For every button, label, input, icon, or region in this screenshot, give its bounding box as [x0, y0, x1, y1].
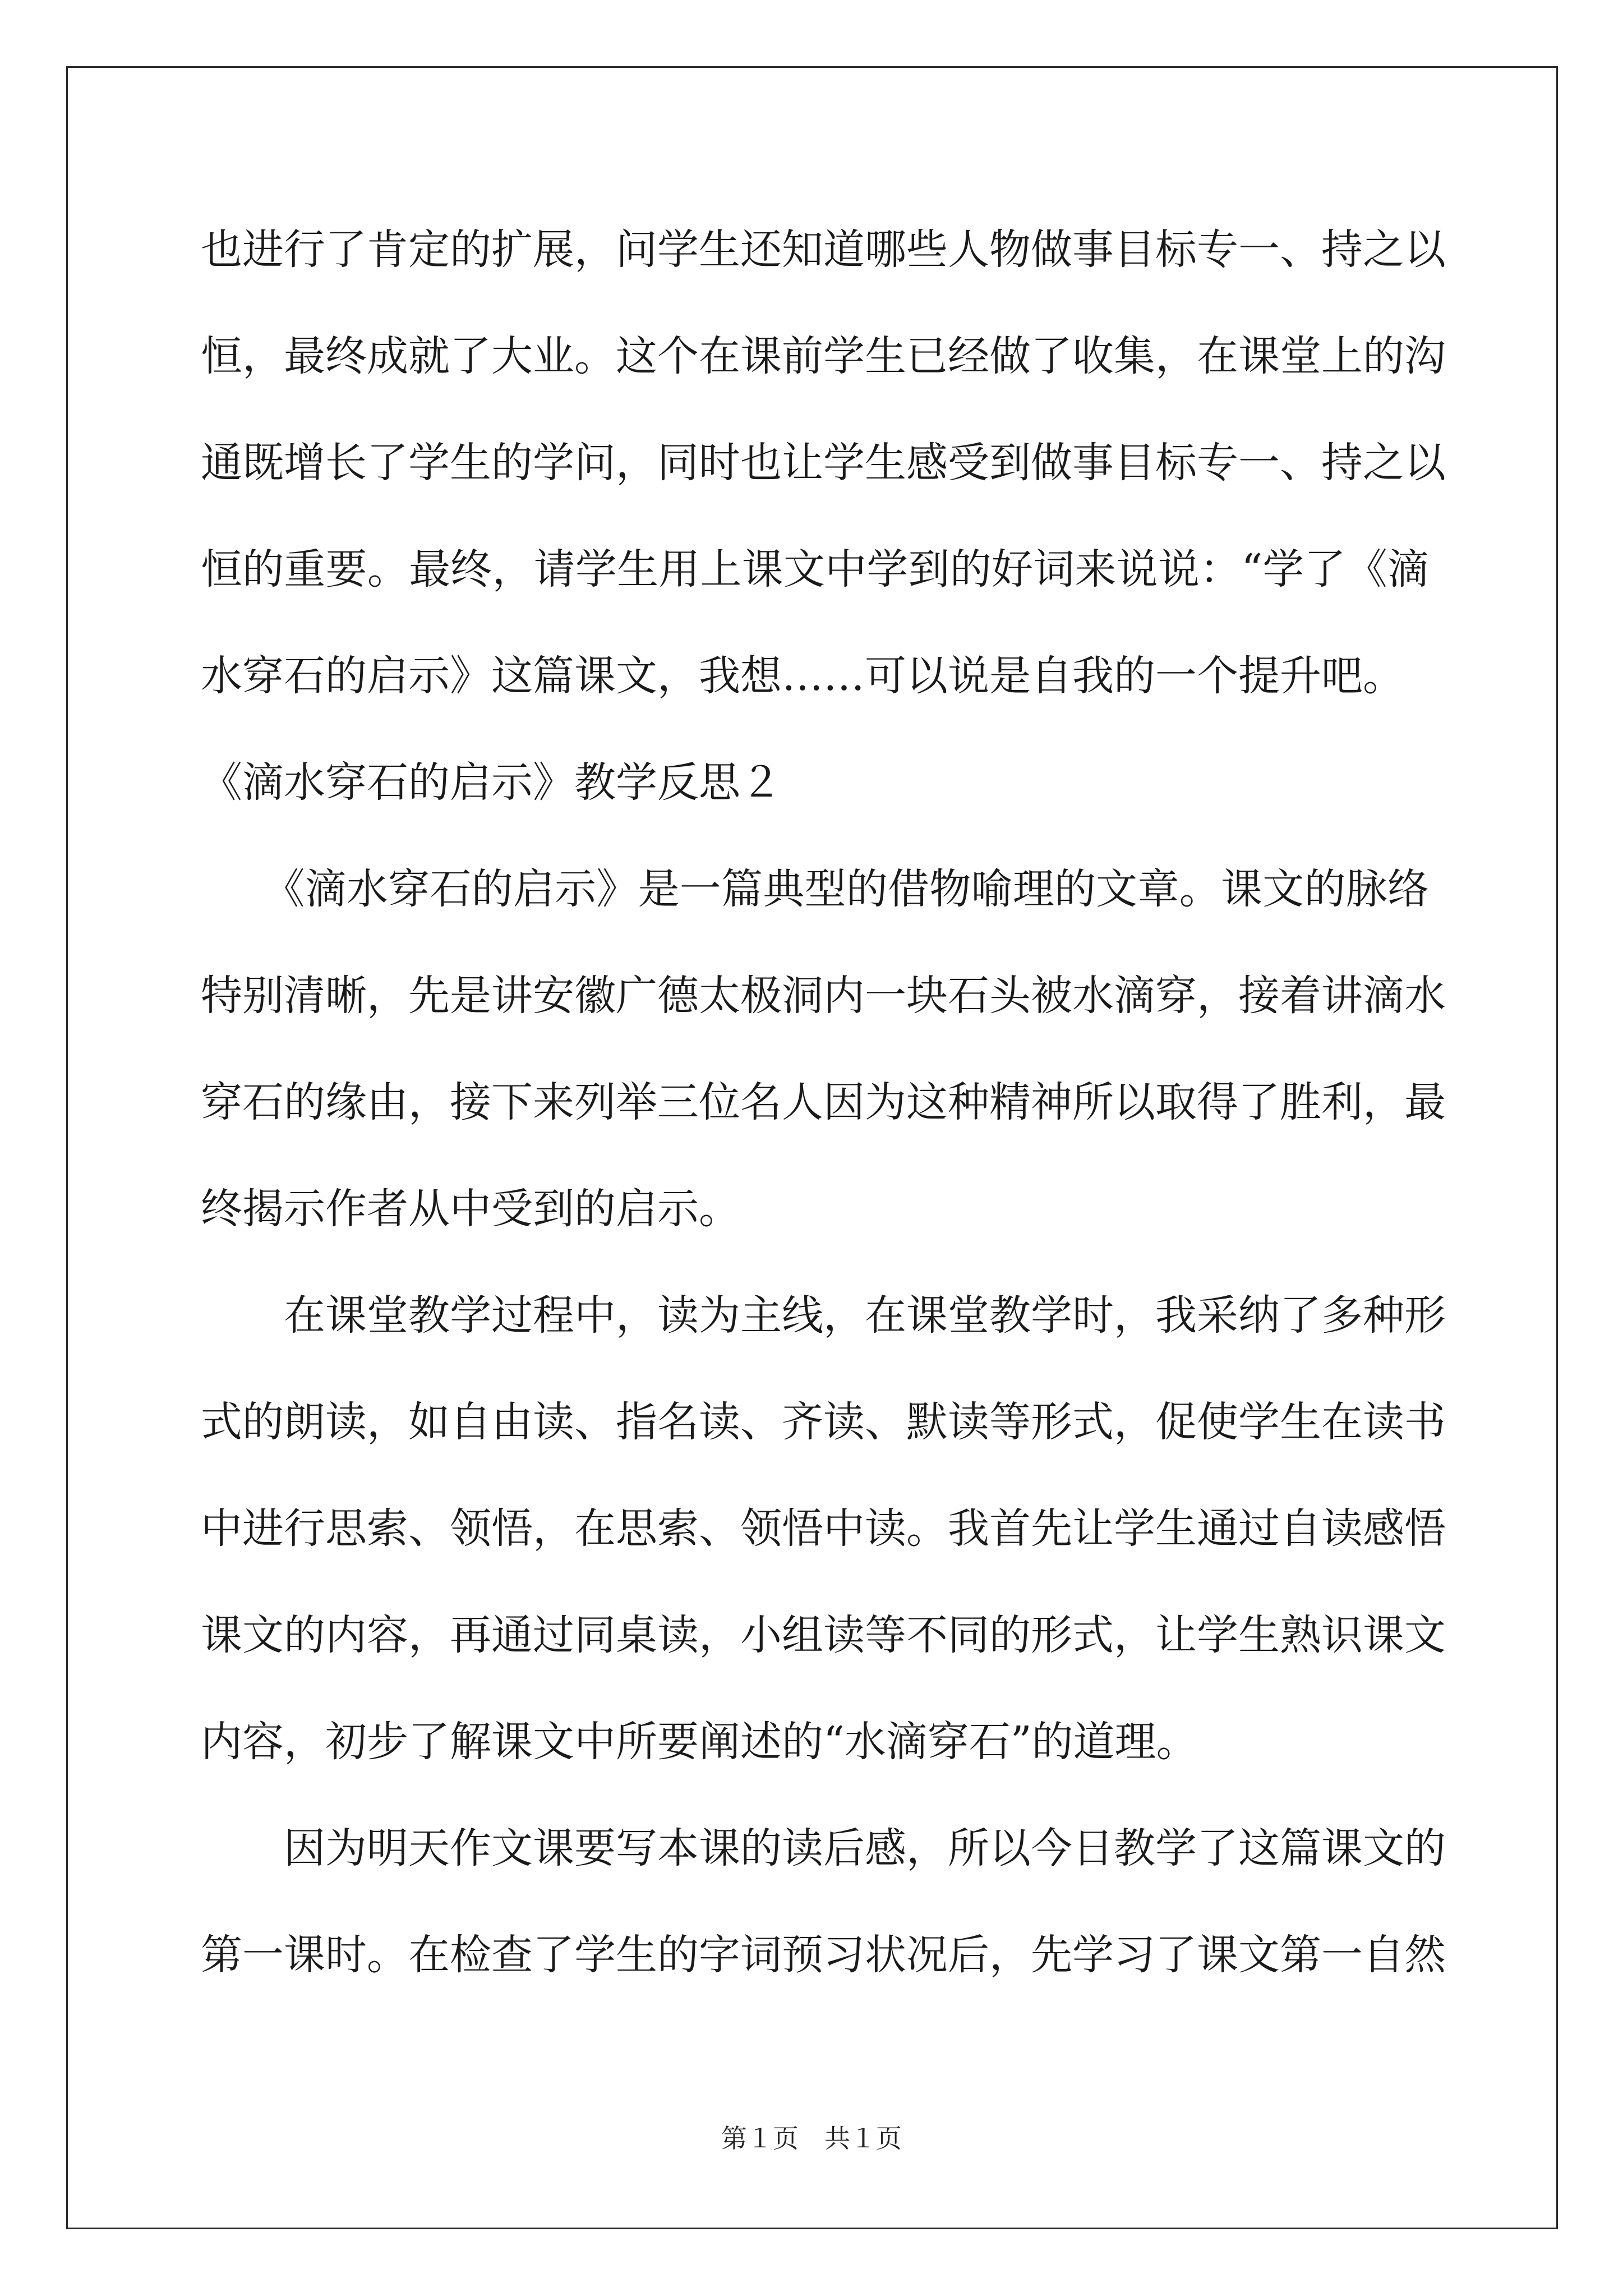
paragraph-2-line-2: 特别清晰，先是讲安徽广德太极洞内一块石头被水滴穿，接着讲滴水 — [201, 972, 1446, 1020]
paragraph-1-line-4: 恒的重要。最终，请学生用上课文中学到的好词来说说：“学了《滴 — [201, 545, 1429, 593]
paragraph-1-line-1: 也进行了肯定的扩展，问学生还知道哪些人物做事目标专一、持之以 — [201, 226, 1446, 274]
paragraph-2-line-3: 穿石的缘由，接下来列举三位名人因为这种精神所以取得了胜利，最 — [201, 1078, 1446, 1126]
paragraph-1-line-3: 通既增长了学生的学问，同时也让学生感受到做事目标专一、持之以 — [201, 439, 1446, 487]
paragraph-3-line-1: 在课堂教学过程中，读为主线，在课堂教学时，我采纳了多种形 — [201, 1291, 1446, 1340]
page-border — [66, 66, 1558, 2229]
paragraph-3-line-5: 内容，初步了解课文中所要阐述的“水滴穿石”的道理。 — [201, 1718, 1198, 1766]
paragraph-3-line-3: 中进行思索、领悟，在思索、领悟中读。我首先让学生通过自读感悟 — [201, 1504, 1446, 1553]
paragraph-2-line-4: 终揭示作者从中受到的启示。 — [201, 1185, 740, 1233]
paragraph-4-line-2: 第一课时。在检查了学生的字词预习状况后，先学习了课文第一自然 — [201, 1931, 1446, 1979]
paragraph-3-line-2: 式的朗读，如自由读、指名读、齐读、默读等形式，促使学生在读书 — [201, 1398, 1446, 1446]
paragraph-1-line-5: 水穿石的启示》这篇课文，我想……可以说是自我的一个提升吧。 — [201, 652, 1404, 700]
paragraph-1-line-2: 恒，最终成就了大业。这个在课前学生已经做了收集，在课堂上的沟 — [201, 332, 1446, 380]
paragraph-4-line-1: 因为明天作文课要写本课的读后感，所以今日教学了这篇课文的 — [201, 1824, 1446, 1872]
page-footer: 第１页 共１页 — [721, 2123, 902, 2154]
paragraph-2-line-1: 《滴水穿石的启示》是一篇典型的借物喻理的文章。课文的脉络 — [201, 865, 1429, 913]
section-heading: 《滴水穿石的启示》教学反思２ — [201, 758, 782, 807]
paragraph-3-line-4: 课文的内容，再通过同桌读，小组读等不同的形式，让学生熟识课文 — [201, 1611, 1446, 1659]
